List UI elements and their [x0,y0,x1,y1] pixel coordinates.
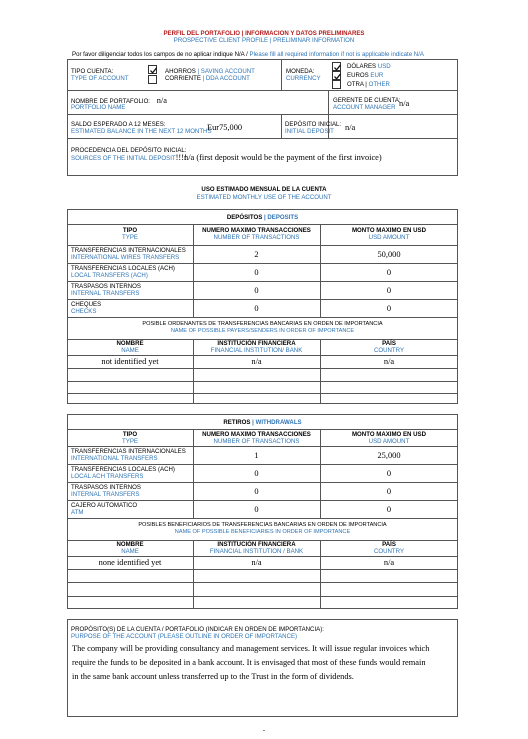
savings-label-es: AHORROS [165,68,196,75]
withdrawals-col-type-en: TYPE [122,438,138,445]
source-label-en: SOURCES OF THE INITIAL DEPOSIT [71,155,176,162]
purpose-line-1[interactable]: The company will be providing consultancy and management services. It will issue regular invoices which [72,644,430,653]
payers-col-country-en: COUNTRY [373,347,405,354]
balance-label-es: SALDO ESPERADO A 12 MESES: [71,121,166,128]
usd-label-es: DÓLARES [347,63,377,70]
beneficiaries-col-inst-es: INSTITUCIÓN FINANCIERA [217,541,296,548]
source-marks: !!!! [175,153,187,162]
withdrawal-row-1-num[interactable]: 0 [254,469,259,478]
purpose-line-3[interactable]: in the same bank account unless transferred up to the Trust in the form of dividends. [72,672,354,681]
withdrawal-row-1-amt[interactable]: 0 [386,469,392,478]
source-label-es: PROCEDENCIA DEL DEPÓSITO INICIAL: [71,147,187,154]
withdrawals-title [67,419,458,426]
page-mark: ˇ [262,730,266,737]
instruction-en: Please fill all required information if not is applicable indicate N/A [249,51,424,58]
withdrawal-row-1-type-en: LOCAL ACH TRANSFERS [71,473,144,480]
checking-option [165,75,250,82]
deposit-row-3-type-es: CHEQUES [71,301,102,308]
other-label-en: OTHER [368,81,390,88]
payers-title-en: NAME OF POSSIBLE PAYERS/SENDERS IN ORDER OF IMPORTANCE [170,328,355,334]
deposits-col-type-en: TYPE [122,234,138,241]
beneficiaries-title-es: POSIBLES BENEFICIARIOS DE TRANSFERENCIAS BANCARIAS EN ORDEN DE IMPORTANCIA [138,522,387,528]
purpose-label-es: PROPÓSITO(S) DE LA CUENTA / PORTAFOLIO (INDICAR EN ORDEN DE IMPORTANCIA): [71,626,324,633]
usage-title-en: ESTIMATED MONTHLY USE OF THE ACCOUNT [196,194,332,201]
deposit-row-1-type-en: LOCAL TRANSFERS (ACH) [71,272,148,279]
withdrawal-row-0-amt[interactable]: 25,000 [377,451,401,460]
other-currency-checkbox[interactable] [332,80,341,89]
checking-checkbox[interactable] [148,75,157,84]
payers-title-es: POSIBLE ORDENANTES DE TRANSFERENCIAS BANCARIAS EN ORDEN DE IMPORTANCIA [142,321,383,327]
usd-label-en: USD [377,63,391,70]
deposit-row-2-type-en: INTERNAL TRANSFERS [71,290,140,297]
eur-checkbox[interactable] [332,71,341,80]
account-type-label-en: TYPE OF ACCOUNT [71,75,129,82]
deposit-row-3-amt[interactable]: 0 [386,304,392,313]
page-title-es: PERFIL DEL PORTAFOLIO | INFORMACION Y DATOS PRELIMINARES [163,30,365,37]
instruction-line [72,51,424,58]
deposits-title-es: DEPÓSITOS [226,214,263,221]
deposit-row-1-amt[interactable]: 0 [386,268,392,277]
purpose-label-en: PURPOSE OF THE ACCOUNT (PLEASE OUTLINE IN ORDER OF IMPORTANCE) [71,633,298,640]
eur-option [347,72,383,79]
beneficiaries-col-country-es: PAÍS [382,541,396,548]
savings-option [165,68,255,75]
withdrawals-title-en: | WITHDRAWALS [252,419,302,426]
withdrawals-col-num-es: NUMERO MAXIMO TRANSACCIONES [202,431,311,438]
source-value[interactable]: n/a (first deposit would be the payment of the first invoice) [184,153,382,162]
withdrawal-row-0-num[interactable]: 1 [254,451,259,460]
beneficiaries-col-name-es: NOMBRE [116,541,144,548]
payers-col-country-es: PAÍS [382,340,396,347]
account-manager-label-es: GERENTE DE CUENTA: [333,97,401,104]
beneficiary-row-0-inst[interactable]: n/a [251,558,262,567]
deposit-row-2-type-es: TRASPASOS INTERNOS [71,283,141,290]
usage-title-es: USO ESTIMADO MENSUAL DE LA CUENTA [201,186,327,193]
beneficiaries-title-en: NAME OF POSSIBLE BENEFICIARIES IN ORDER OF IMPORTANCE [174,529,351,535]
savings-checkbox[interactable] [148,65,157,74]
withdrawal-row-3-type-es: CAJERO AUTOMATICO [71,502,138,509]
deposits-col-num-es: NUMERO MAXIMO TRANSACCIONES [202,227,311,234]
instruction-es: Por favor diligenciar todos los campos de no aplicar indique N/A / [72,51,248,58]
eur-label-es: EUROS [347,72,369,79]
withdrawals-col-amt-en: USD AMOUNT [368,438,410,445]
purpose-line-2[interactable]: require the funds to be deposited in a bank account. It is envisaged that most of these funds would remain [72,658,426,667]
deposit-row-3-type-en: CHECKS [71,308,97,315]
payer-row-0-name[interactable]: not identified yet [101,357,159,366]
beneficiaries-col-country-en: COUNTRY [373,548,405,555]
deposit-row-0-num[interactable]: 2 [254,250,259,259]
withdrawal-row-0-type-es: TRANSFERENCIAS INTERNACIONALES [71,448,186,455]
account-type-label-es: TIPO CUENTA: [71,68,114,75]
other-label-es: OTRA | [347,81,367,88]
withdrawals-col-type-es: TIPO [122,431,138,438]
beneficiary-row-0-name[interactable]: none identified yet [98,558,162,567]
savings-label-en: | SAVING ACCOUNT [197,68,255,75]
withdrawals-col-amt-es: MONTO MAXIMO EN USD [351,431,427,438]
withdrawal-row-2-num[interactable]: 0 [254,487,259,496]
withdrawal-row-3-num[interactable]: 0 [254,505,259,514]
balance-label-en: ESTIMATED BALANCE IN THE NEXT 12 MONTHS [71,128,212,135]
source-label-en-row [71,154,187,162]
beneficiary-row-0-country[interactable]: n/a [383,558,395,567]
deposit-row-3-num[interactable]: 0 [254,304,259,313]
portfolio-name-label-en: PORTFOLIO NAME [71,104,126,111]
deposits-title [67,214,458,221]
other-option [347,81,390,88]
withdrawal-row-1-type-es: TRANSFERENCIAS LOCALES (ACH) [71,466,175,473]
account-manager-label-en: ACCOUNT MANAGER [333,104,396,111]
payers-col-inst-es: INSTITUCIÓN FINANCIERA [217,340,296,347]
deposits-title-en: | DEPOSITS [263,214,299,221]
payers-col-name-es: NOMBRE [116,340,144,347]
payer-row-0-country[interactable]: n/a [383,357,395,366]
initial-deposit-value[interactable]: n/a [345,123,356,132]
account-manager-value[interactable]: n/a [399,99,410,108]
withdrawal-row-3-amt[interactable]: 0 [386,505,392,514]
currency-label-es: MONEDA: [286,68,315,75]
initial-deposit-label-en: INITIAL DEPOSIT [285,128,334,135]
withdrawal-row-2-type-en: INTERNAL TRANSFERS [71,491,140,498]
checking-label-es: CORRIENTE [165,75,201,82]
portfolio-name-label-es: NOMBRE DE PORTAFOLIO: [71,98,151,105]
checkmark-icon [149,66,158,75]
balance-value[interactable]: Eur75,000 [207,123,243,132]
eur-label-en: EUR [370,72,384,79]
deposit-row-1-type-es: TRANSFERENCIAS LOCALES (ACH) [71,265,175,272]
usd-option [347,63,391,70]
payers-col-inst-en: FINANCIAL INSTITUTION/ BANK [210,347,303,354]
checking-label-en: | DDA ACCOUNT [202,75,250,82]
deposits-col-amt-es: MONTO MAXIMO EN USD [351,227,427,234]
portfolio-name-value[interactable]: n/a [156,96,167,105]
withdrawals-title-es: RETIROS [223,419,251,426]
deposits-col-type-es: TIPO [122,227,138,234]
deposits-col-num-en: NUMBER OF TRANSACTIONS [213,234,300,241]
deposit-row-1-num[interactable]: 0 [254,268,259,277]
payer-row-0-inst[interactable]: n/a [251,357,262,366]
initial-deposit-label-es: DEPÓSITO INICIAL: [285,121,342,128]
deposit-row-0-amt[interactable]: 50,000 [377,250,401,259]
withdrawal-row-2-amt[interactable]: 0 [386,487,392,496]
currency-label-en: CURRENCY [286,75,321,82]
payers-col-name-en: NAME [121,347,139,354]
withdrawals-col-num-en: NUMBER OF TRANSACTIONS [213,438,300,445]
withdrawal-row-0-type-en: INTERNATIONAL TRANSFERS [71,455,158,462]
beneficiaries-col-inst-en: FINANCIAL INSTITUTION / BANK [209,548,304,555]
withdrawal-row-3-type-en: ATM [71,509,84,516]
deposit-row-2-amt[interactable]: 0 [386,286,392,295]
usd-checkbox[interactable] [332,62,341,71]
beneficiaries-col-name-en: NAME [121,548,139,555]
withdrawal-row-2-type-es: TRASPASOS INTERNOS [71,484,141,491]
deposit-row-0-type-es: TRANSFERENCIAS INTERNACIONALES [71,247,186,254]
deposits-col-amt-en: USD AMOUNT [368,234,410,241]
deposit-row-0-type-en: INTERNATIONAL WIRES TRANSFERS [71,254,180,261]
deposit-row-2-num[interactable]: 0 [254,286,259,295]
page-title-en: PROSPECTIVE CLIENT PROFILE | PRELIMINAR INFORMATION [173,37,355,44]
